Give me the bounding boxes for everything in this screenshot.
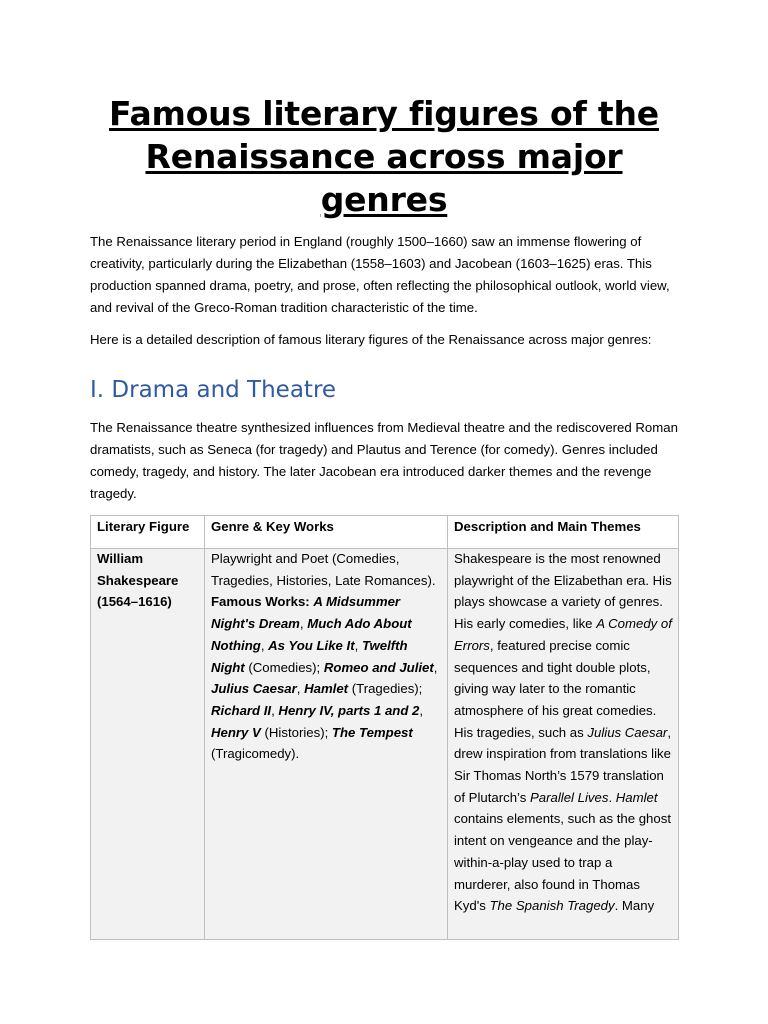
cell-description [448,549,679,940]
figure-name: William Shakespeare (1564–1616) [97,551,179,610]
header-description-themes: Description and Main Themes [448,516,679,549]
section-heading-drama: I. Drama and Theatre [90,377,337,403]
table-row [91,549,679,940]
table-header-row [91,516,679,549]
description-text: Shakespeare is the most renowned playwright of the Elizabethan era. His plays showcase a variety of genres. His early comedies, like A Comedy of Errors, featured precise comic sequences and tight double plots, giving way later to the romantic atmosphere of his great comedies. His tragedies, such as Julius Caesar, drew inspiration from translations like Sir Thomas North’s 1579 translation of Plutarch’s Parallel Lives. Hamlet contains elements, such as the ghost intent on vengeance and the play-within-a-play used to trap a murderer, also found in Thomas Kyd's The Spanish Tragedy. Many [454,551,672,914]
genre-text: Playwright and Poet (Comedies, Tragedies, Histories, Late Romances). Famous Works: A Midsummer Night's Dream, Much Ado About Nothing, As You Like It, Twelfth Night (Comedies); Romeo and Juliet, Julius Caesar, Hamlet (Tragedies); Richard II, Henry IV, parts 1 and 2, Henry V (Histories); The Tempest (Tragicomedy). [211,551,438,762]
header-literary-figure: Literary Figure [91,516,205,549]
document-page [90,92,678,940]
lead-in-paragraph: Here is a detailed description of famous literary figures of the Renaissance across major genres: [90,332,652,347]
document-title: Famous literary figures of the Renaissance across major genres [109,94,659,219]
cell-genre [205,549,448,940]
section-drama-paragraph: The Renaissance theatre synthesized influences from Medieval theatre and the rediscovered Roman dramatists, such as Seneca (for tragedy) and Plautus and Terence (for comedy). Genres included comedy, tragedy, and history. The later Jacobean era introduced darker themes and the revenge tragedy. [90,420,678,501]
header-genre-key-works: Genre & Key Works [205,516,448,549]
cell-figure [91,549,205,940]
literary-figures-table [90,515,679,940]
intro-paragraph: The Renaissance literary period in England (roughly 1500–1660) saw an immense flowering of creativity, particularly during the Elizabethan (1558–1603) and Jacobean (1603–1625) eras. This production spanned drama, poetry, and prose, often reflecting the philosophical outlook, world view, and revival of the Greco-Roman tradition characteristic of the time. [90,234,670,315]
